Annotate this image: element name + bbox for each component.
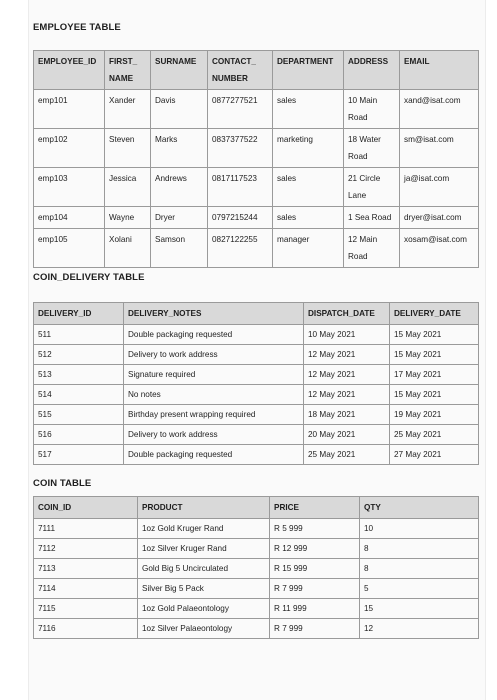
column-header: DELIVERY_ID [34, 303, 124, 325]
column-header: SURNAME [151, 51, 208, 90]
table-cell: 517 [34, 445, 124, 465]
table-cell: 15 [360, 599, 479, 619]
table-cell: sm@isat.com [400, 129, 479, 168]
table-cell: 1 Sea Road [344, 207, 400, 229]
table-cell: 12 May 2021 [304, 385, 390, 405]
table-row [34, 445, 479, 465]
table-cell: 8 [360, 539, 479, 559]
column-header: DISPATCH_DATE [304, 303, 390, 325]
table-cell: 1oz Silver Kruger Rand [138, 539, 270, 559]
table-cell: Xolani [105, 229, 151, 268]
table-row [34, 619, 479, 639]
table-cell: 10 May 2021 [304, 325, 390, 345]
table-cell: 0837377522 [208, 129, 273, 168]
table-cell: xosam@isat.com [400, 229, 479, 268]
column-header: EMAIL [400, 51, 479, 90]
table-cell: sales [273, 207, 344, 229]
table-cell: 18 May 2021 [304, 405, 390, 425]
table-cell: Wayne [105, 207, 151, 229]
employee-header-row [34, 51, 479, 90]
table-cell: manager [273, 229, 344, 268]
table-row [34, 599, 479, 619]
table-cell: emp104 [34, 207, 105, 229]
table-cell: Delivery to work address [124, 345, 304, 365]
table-cell: 7113 [34, 559, 138, 579]
column-header: QTY [360, 497, 479, 519]
table-cell: 25 May 2021 [304, 445, 390, 465]
table-cell: dryer@isat.com [400, 207, 479, 229]
table-cell: 1oz Gold Palaeontology [138, 599, 270, 619]
table-row [34, 519, 479, 539]
table-cell: emp102 [34, 129, 105, 168]
column-header: CONTACT_ NUMBER [208, 51, 273, 90]
table-cell: R 11 999 [270, 599, 360, 619]
table-cell: Dryer [151, 207, 208, 229]
document-page [28, 0, 486, 700]
table-cell: 10 Main Road [344, 90, 400, 129]
table-cell: 514 [34, 385, 124, 405]
employee-table [33, 50, 479, 268]
table-row [34, 345, 479, 365]
table-cell: 515 [34, 405, 124, 425]
table-cell: 8 [360, 559, 479, 579]
table-cell: Birthday present wrapping required [124, 405, 304, 425]
table-cell: R 5 999 [270, 519, 360, 539]
column-header: PRODUCT [138, 497, 270, 519]
table-cell: Xander [105, 90, 151, 129]
table-cell: 19 May 2021 [390, 405, 479, 425]
table-cell: 12 May 2021 [304, 365, 390, 385]
table-row [34, 229, 479, 268]
table-cell: 0827122255 [208, 229, 273, 268]
column-header: DEPARTMENT [273, 51, 344, 90]
table-row [34, 579, 479, 599]
table-cell: 7114 [34, 579, 138, 599]
table-cell: 12 [360, 619, 479, 639]
table-cell: 511 [34, 325, 124, 345]
table-cell: Steven [105, 129, 151, 168]
table-cell: R 7 999 [270, 579, 360, 599]
table-cell: R 7 999 [270, 619, 360, 639]
coin-table-title: COIN TABLE [33, 478, 92, 489]
table-cell: 18 Water Road [344, 129, 400, 168]
table-cell: 17 May 2021 [390, 365, 479, 385]
table-cell: 20 May 2021 [304, 425, 390, 445]
table-cell: 27 May 2021 [390, 445, 479, 465]
table-cell: emp101 [34, 90, 105, 129]
coin-delivery-table-title: COIN_DELIVERY TABLE [33, 272, 145, 283]
table-cell: 25 May 2021 [390, 425, 479, 445]
table-row [34, 425, 479, 445]
employee-table-title: EMPLOYEE TABLE [33, 22, 121, 33]
column-header: PRICE [270, 497, 360, 519]
table-cell: Delivery to work address [124, 425, 304, 445]
coin-table [33, 496, 479, 639]
column-header: DELIVERY_DATE [390, 303, 479, 325]
table-cell: Andrews [151, 168, 208, 207]
table-cell: 7116 [34, 619, 138, 639]
table-row [34, 365, 479, 385]
table-row [34, 325, 479, 345]
table-cell: 12 May 2021 [304, 345, 390, 365]
table-cell: 21 Circle Lane [344, 168, 400, 207]
table-cell: marketing [273, 129, 344, 168]
table-cell: 7111 [34, 519, 138, 539]
table-cell: 0817117523 [208, 168, 273, 207]
table-cell: Signature required [124, 365, 304, 385]
table-row [34, 168, 479, 207]
table-cell: R 15 999 [270, 559, 360, 579]
column-header: FIRST_ NAME [105, 51, 151, 90]
table-cell: 0877277521 [208, 90, 273, 129]
table-cell: No notes [124, 385, 304, 405]
table-cell: 10 [360, 519, 479, 539]
table-cell: R 12 999 [270, 539, 360, 559]
table-row [34, 405, 479, 425]
column-header: EMPLOYEE_ID [34, 51, 105, 90]
coin-delivery-table [33, 302, 479, 465]
table-cell: Silver Big 5 Pack [138, 579, 270, 599]
table-cell: 1oz Silver Palaeontology [138, 619, 270, 639]
table-cell: emp105 [34, 229, 105, 268]
table-cell: Double packaging requested [124, 445, 304, 465]
column-header: COIN_ID [34, 497, 138, 519]
table-cell: 513 [34, 365, 124, 385]
table-cell: 15 May 2021 [390, 385, 479, 405]
table-cell: sales [273, 90, 344, 129]
table-cell: sales [273, 168, 344, 207]
table-cell: 516 [34, 425, 124, 445]
column-header: DELIVERY_NOTES [124, 303, 304, 325]
table-cell: Marks [151, 129, 208, 168]
table-cell: 5 [360, 579, 479, 599]
table-row [34, 539, 479, 559]
table-cell: 12 Main Road [344, 229, 400, 268]
table-row [34, 385, 479, 405]
table-row [34, 129, 479, 168]
table-cell: 7115 [34, 599, 138, 619]
table-cell: xand@isat.com [400, 90, 479, 129]
table-row [34, 207, 479, 229]
table-row [34, 559, 479, 579]
table-cell: 512 [34, 345, 124, 365]
table-cell: Gold Big 5 Uncirculated [138, 559, 270, 579]
table-cell: 0797215244 [208, 207, 273, 229]
table-cell: emp103 [34, 168, 105, 207]
coin-delivery-header-row [34, 303, 479, 325]
table-cell: Double packaging requested [124, 325, 304, 345]
table-cell: 15 May 2021 [390, 345, 479, 365]
table-cell: 1oz Gold Kruger Rand [138, 519, 270, 539]
table-cell: 7112 [34, 539, 138, 559]
table-cell: ja@isat.com [400, 168, 479, 207]
table-cell: 15 May 2021 [390, 325, 479, 345]
table-row [34, 90, 479, 129]
column-header: ADDRESS [344, 51, 400, 90]
coin-header-row [34, 497, 479, 519]
table-cell: Samson [151, 229, 208, 268]
table-cell: Jessica [105, 168, 151, 207]
table-cell: Davis [151, 90, 208, 129]
